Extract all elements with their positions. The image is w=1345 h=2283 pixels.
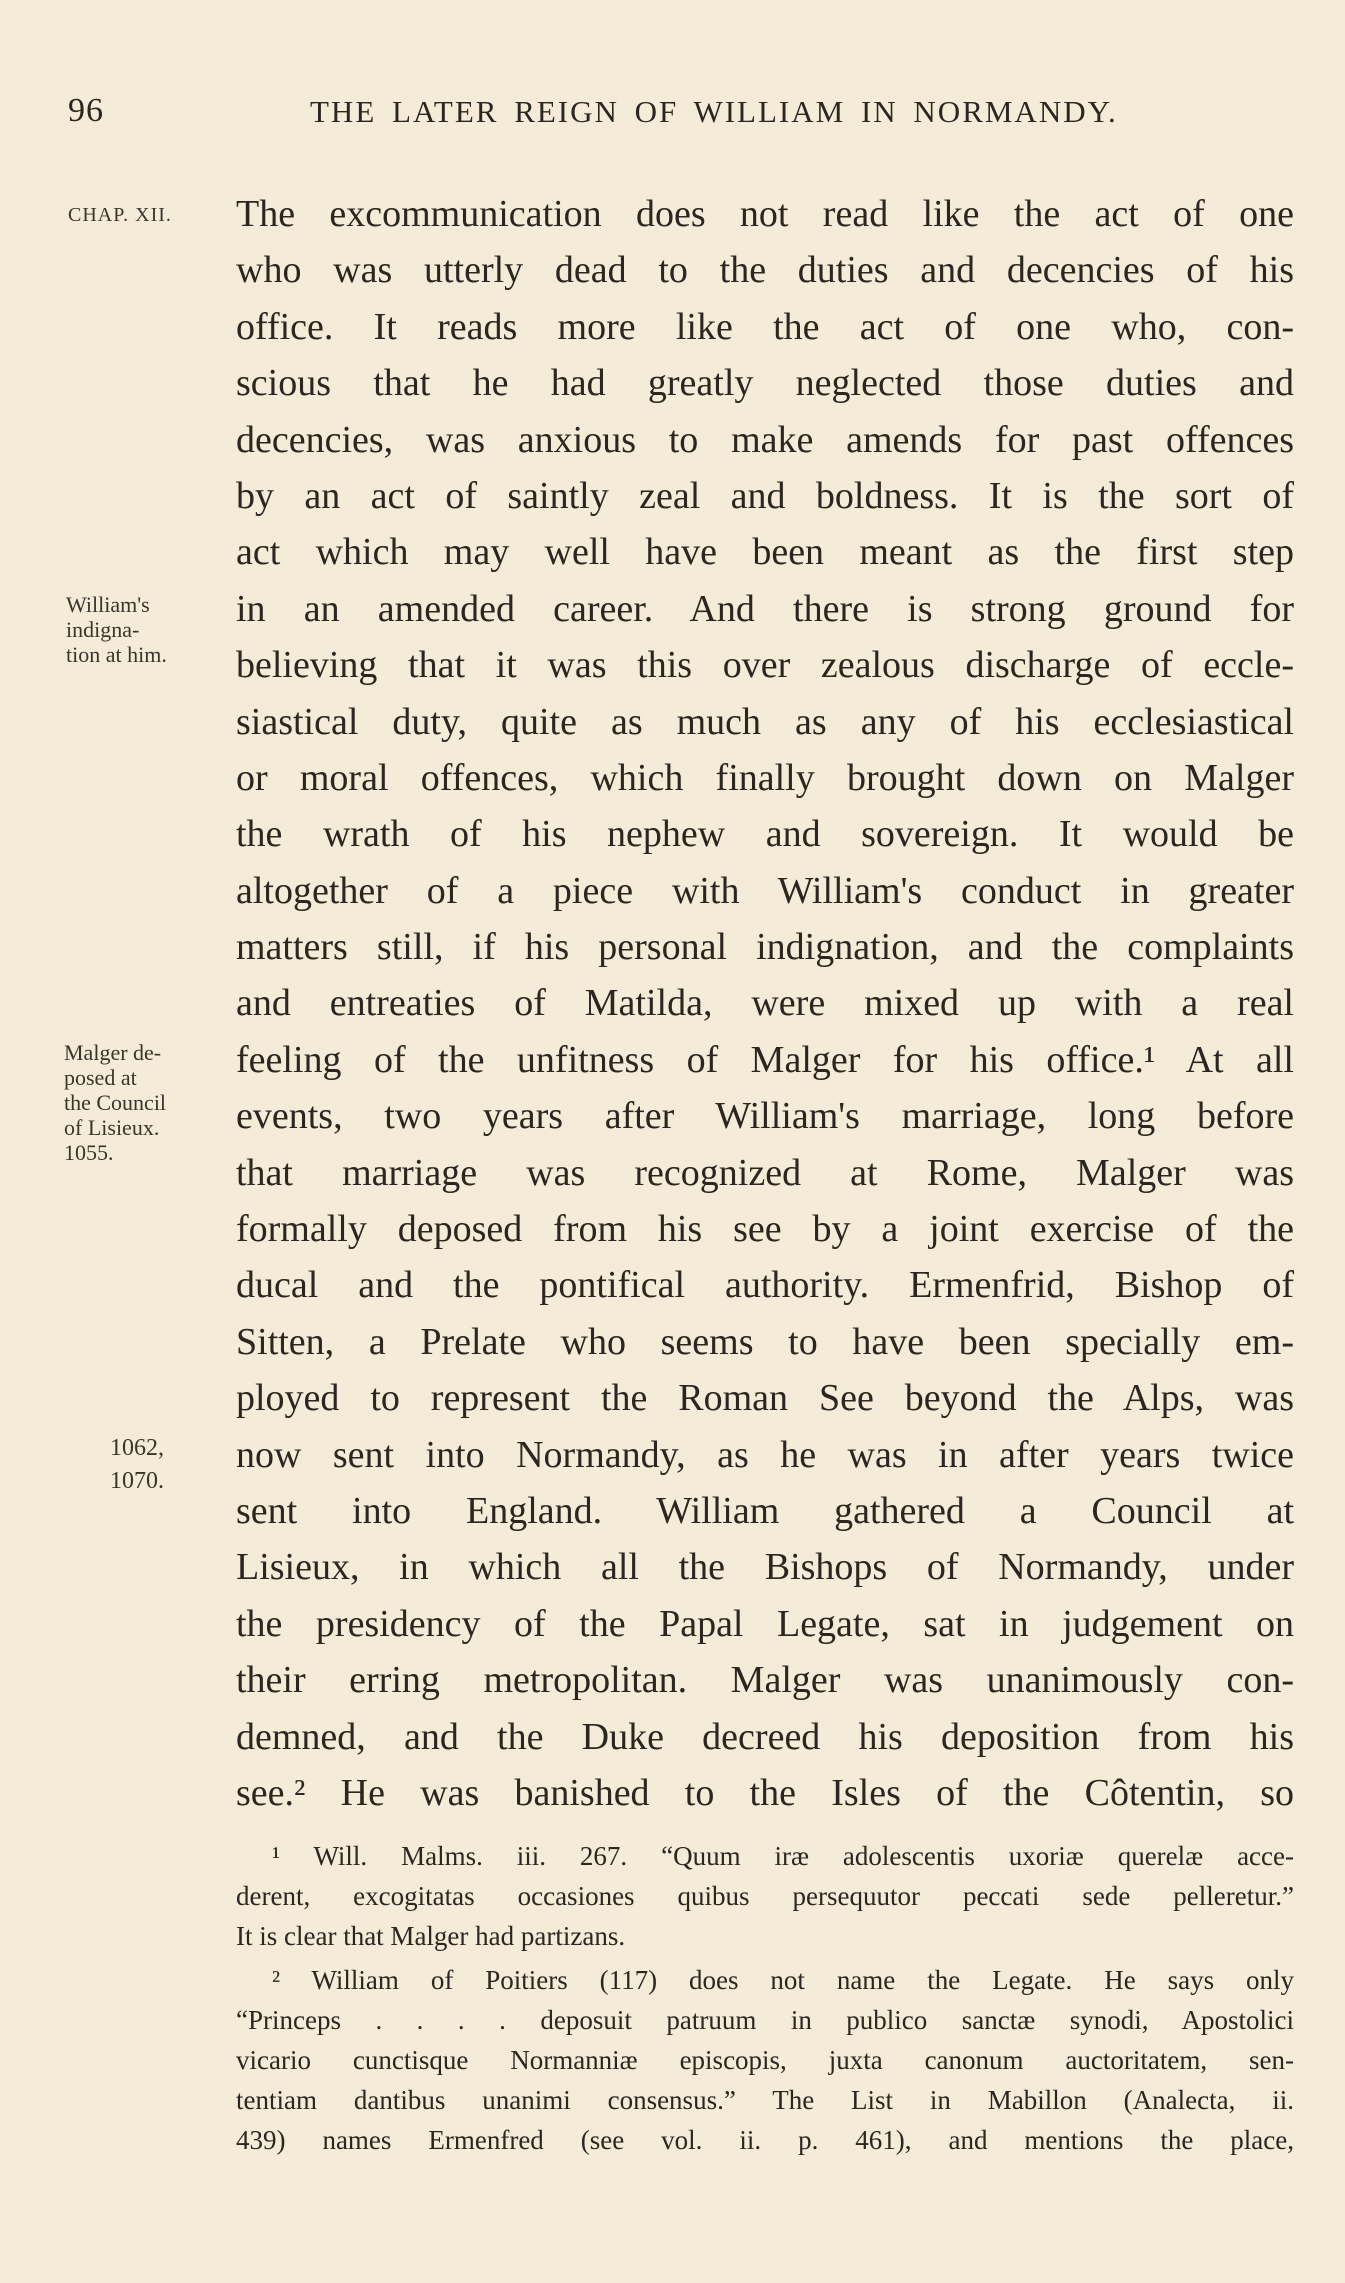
marginal-note-line: indigna-	[66, 617, 140, 642]
marginal-note-dates	[110, 1432, 164, 1498]
body-line: the wrath of his nephew and sovereign. It would be	[236, 813, 1294, 856]
footnote-1-line: ¹ Will. Malms. iii. 267. “Quum iræ adolescentis uxoriæ querelæ acce-	[272, 1841, 1294, 1871]
footnote-2-line: “Princeps . . . . deposuit patruum in publico sanctæ synodi, Apostolici	[236, 2005, 1294, 2035]
footnote-2-line: ² William of Poitiers (117) does not name the Legate. He says only	[272, 1965, 1294, 1995]
marginal-note-line: Malger de-	[64, 1040, 162, 1065]
body-line: feeling of the unfitness of Malger for his office.¹ At all	[236, 1038, 1294, 1081]
body-line: in an amended career. And there is strong ground for	[236, 587, 1294, 630]
body-line: sent into England. William gathered a Council at	[236, 1489, 1294, 1532]
body-line: matters still, if his personal indignation, and the complaints	[236, 926, 1294, 969]
body-line: The excommunication does not read like the act of one	[236, 193, 1294, 235]
body-line: believing that it was this over zealous discharge of eccle-	[236, 644, 1294, 687]
marginal-note-line: 1062,	[110, 1435, 164, 1461]
body-line: events, two years after William's marriage, long before	[236, 1095, 1294, 1138]
page-number: 96	[68, 92, 104, 129]
body-line: formally deposed from his see by a joint exercise of the	[236, 1208, 1294, 1251]
marginal-note-line: of Lisieux.	[64, 1115, 160, 1140]
body-line: office. It reads more like the act of one who, con-	[236, 305, 1294, 348]
body-line: now sent into Normandy, as he was in after years twice	[236, 1433, 1294, 1476]
body-line: that marriage was recognized at Rome, Malger was	[236, 1151, 1294, 1194]
marginal-note-line: posed at	[64, 1065, 137, 1090]
body-line: or moral offences, which finally brought down on Malger	[236, 756, 1294, 799]
body-line: Sitten, a Prelate who seems to have been specially em-	[236, 1320, 1294, 1363]
body-line: their erring metropolitan. Malger was unanimously con-	[236, 1659, 1294, 1702]
body-line: ployed to represent the Roman See beyond the Alps, was	[236, 1377, 1294, 1420]
body-line: who was utterly dead to the duties and decencies of his	[236, 249, 1294, 292]
body-line: Lisieux, in which all the Bishops of Normandy, under	[236, 1546, 1294, 1589]
marginal-note-line: William's	[66, 592, 150, 617]
body-line: act which may well have been meant as the first step	[236, 531, 1294, 574]
marginal-note-malger	[64, 1040, 228, 1165]
body-line: scious that he had greatly neglected those duties and	[236, 362, 1294, 405]
marginal-note-line: the Council	[64, 1090, 167, 1115]
body-line: altogether of a piece with William's conduct in greater	[236, 869, 1294, 912]
body-line: decencies, was anxious to make amends for past offences	[236, 418, 1294, 461]
body-line: the presidency of the Papal Legate, sat in judgement on	[236, 1602, 1294, 1645]
body-line: by an act of saintly zeal and boldness. It is the sort of	[236, 474, 1294, 517]
body-line: demned, and the Duke decreed his deposition from his	[236, 1715, 1294, 1758]
footnote-1-line: derent, excogitatas occasiones quibus persequutor peccati sede pelleretur.”	[236, 1881, 1294, 1911]
marginal-note-line: 1055.	[64, 1140, 114, 1165]
chapter-marginal-note: CHAP. XII.	[68, 204, 172, 226]
running-title: THE LATER REIGN OF WILLIAM IN NORMANDY.	[310, 94, 1118, 129]
marginal-note-line: 1070.	[110, 1468, 164, 1494]
running-head	[68, 92, 1293, 142]
footnotes	[236, 1836, 1294, 2160]
footnote-2-line: tentiam dantibus unanimi consensus.” The List in Mabillon (Analecta, ii.	[236, 2085, 1294, 2115]
body-line: see.² He was banished to the Isles of the Côtentin, so	[236, 1771, 1294, 1814]
footnote-2-line: vicario cunctisque Normanniæ episcopis, juxta canonum auctoritatem, sen-	[236, 2045, 1294, 2075]
body-line: ducal and the pontifical authority. Ermenfrid, Bishop of	[236, 1264, 1294, 1307]
marginal-note-line: tion at him.	[66, 642, 167, 667]
marginal-note-william	[66, 592, 226, 667]
footnote-2-line: 439) names Ermenfred (see vol. ii. p. 461), and mentions the place,	[236, 2125, 1294, 2155]
body-text	[236, 186, 1294, 1821]
body-line: and entreaties of Matilda, were mixed up with a real	[236, 982, 1294, 1025]
body-line: siastical duty, quite as much as any of his ecclesiastical	[236, 700, 1294, 743]
footnote-1-line: It is clear that Malger had partizans.	[236, 1921, 626, 1951]
